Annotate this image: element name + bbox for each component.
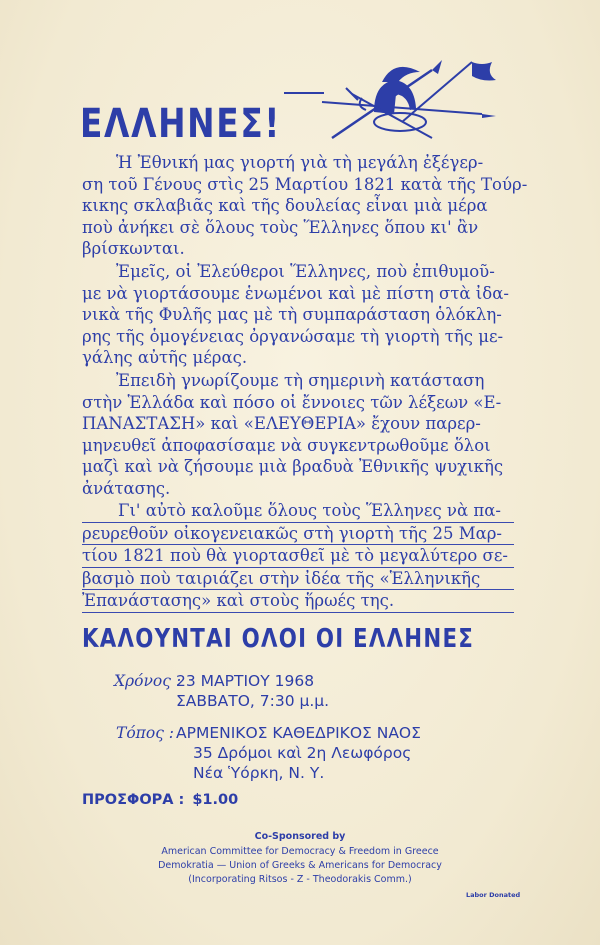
paragraph-line: ση τοῦ Γένους στὶς 25 Μαρτίου 1821 κατὰ τῆς Τούρ- [82,174,528,194]
sponsor-line: Demokratia — Union of Greeks & Americans for Democracy [158,860,442,871]
paragraph-line: Ἐπειδὴ γνωρίζουμε τὴ σημερινὴ κατάσταση [116,371,485,390]
time-label: Χρόνος : [114,672,182,690]
event-date: 23 ΜΑΡΤΙΟΥ 1968 [176,672,315,690]
sponsor-line: (Incorporating Ritsos - Z - Theodorakis Comm.) [188,874,412,885]
paragraph-line: Ἡ Ἐθνική μας γιορτή γιὰ τὴ μεγάλη ἐξέγερ- [116,153,484,172]
paragraph-line: στὴν Ἑλλάδα καὶ πόσο οἱ ἔννοιες τῶν λέξεων «Ε- [82,392,502,412]
paragraph-4-underlined [82,500,514,613]
donation-amount: $1.00 [192,792,239,808]
paragraph-line: μηνευθεῖ ἀποφασίσαμε νὰ συγκεντρωθοῦμε ὅλοι [82,435,491,455]
venue-address: 35 Δρόμοι καὶ 2η Λεωφόρος [193,744,412,762]
event-day-time: ΣΑΒΒΑΤΟ, 7:30 μ.μ. [176,692,330,710]
paragraph-2 [82,261,514,369]
paragraph-3 [82,370,514,499]
paragraph-line: κικης σκλαβιᾶς καὶ τῆς δουλείας εἶναι μιὰ μέρα [82,196,488,215]
place-label: Τόπος : [116,724,175,742]
warrior-helmet-spears-emblem-icon [282,52,502,142]
paragraph-line: ρευρεθοῦν οἰκογενειακῶς στὴ γιορτὴ τῆς 25 Μαρ- [82,523,514,546]
donation-label: ΠΡΟΣΦΟΡΑ : [82,792,185,808]
paragraph-line: μαζὶ καὶ νὰ ζήσουμε μιὰ βραδυὰ Ἐθνικῆς ψυχικῆς [82,457,504,476]
paragraph-line: βρίσκωνται. [82,239,185,258]
labor-donated-note: Labor Donated [466,891,521,899]
paragraph-line: ΠΑΝΑΣΤΑΣΗ» καὶ «ΕΛΕΥΘΕΡΙΑ» ἔχουν παρερ- [82,414,481,433]
paragraph-line: με νὰ γιορτάσουμε ἑνωμένοι καὶ μὲ πίστη στὰ ἰδα- [82,283,509,303]
sponsor-heading: Co-Sponsored by [254,831,346,842]
sponsor-line: American Committee for Democracy & Freedom in Greece [161,846,439,857]
venue-city: Νέα Ὑόρκη, Ν. Υ. [193,764,325,782]
paragraph-line: ἀνάτασης. [82,478,171,498]
call-heading: ΚΑΛΟΥΝΤΑΙ ΟΛΟΙ ΟΙ ΕΛΛΗΝΕΣ [82,624,475,654]
paragraph-1 [82,152,528,260]
paragraph-line: γάλης αὐτῆς μέρας. [82,348,248,367]
paragraph-line: τίου 1821 ποὺ θὰ γιορτασθεῖ μὲ τὸ μεγαλύτερο σε- [82,545,514,568]
paragraph-line: Γι' αὐτὸ καλοῦμε ὅλους τοὺς Ἕλληνες νὰ πα- [82,500,514,523]
paragraph-line: ρης τῆς ὁμογένειας ὀργανώσαμε τὴ γιορτὴ τῆς με- [82,326,504,346]
poster-title: ΕΛΛΗΝΕΣ! [80,101,281,147]
donation-line [82,792,238,808]
paragraph-line: βασμὸ ποὺ ταιριάζει στὴν ἰδέα τῆς «Ἑλληνικῆς [82,568,514,591]
venue-name: ΑΡΜΕΝΙΚΟΣ ΚΑΘΕΔΡΙΚΟΣ ΝΑΟΣ [176,724,421,742]
paragraph-line: Ἐμεῖς, οἱ Ἐλεύθεροι Ἕλληνες, ποὺ ἐπιθυμοῦ- [116,262,495,281]
paragraph-line: ποὺ ἀνήκει σὲ ὅλους τοὺς Ἕλληνες ὅπου κι' ἂν [82,217,479,237]
paragraph-line: νικὰ τῆς Φυλῆς μας μὲ τὴ συμπαράσταση ὁλόκλη- [82,305,502,324]
paragraph-line: Ἐπανάστασης» καὶ στοὺς ἥρωές της. [82,590,514,613]
